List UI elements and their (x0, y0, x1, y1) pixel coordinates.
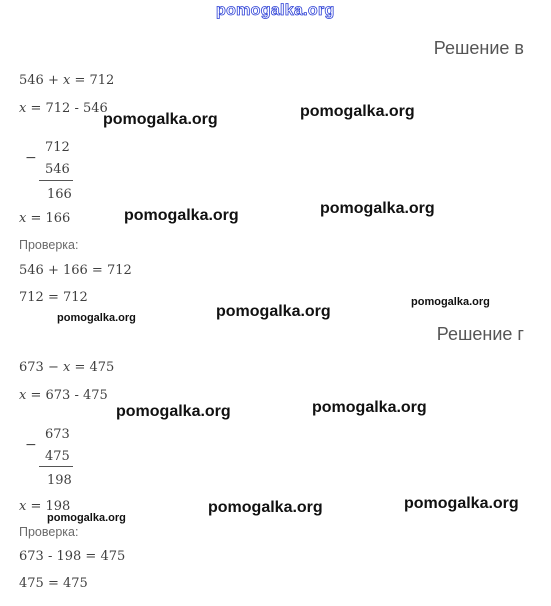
subtrahend: 546 (45, 162, 70, 177)
equation-g-1 (19, 360, 114, 375)
check-g-2: 475 = 475 (19, 576, 88, 591)
difference: 166 (47, 187, 72, 202)
check-label-v: Проверка: (19, 238, 79, 252)
minus-sign: − (25, 437, 37, 453)
equation-term: 546 + (19, 73, 63, 88)
check-label-g: Проверка: (19, 525, 79, 539)
equation-g-2 (19, 388, 108, 403)
watermark: pomogalka.org (47, 512, 126, 524)
difference: 198 (47, 473, 72, 488)
equation-term: 673 − (19, 360, 63, 375)
minuend: 673 (45, 427, 70, 442)
variable-x: x (19, 101, 27, 116)
check-g-1: 673 - 198 = 475 (19, 549, 126, 564)
watermark: pomogalka.org (320, 200, 435, 217)
equation-term: = 673 - 475 (26, 388, 108, 403)
watermark: pomogalka.org (312, 399, 427, 416)
minuend: 712 (45, 140, 70, 155)
check-v-2: 712 = 712 (19, 290, 88, 305)
equation-term: = 712 (70, 73, 115, 88)
variable-x: x (19, 388, 27, 403)
variable-x: x (62, 360, 71, 375)
variable-x: x (62, 73, 71, 88)
equation-v-2 (19, 101, 108, 116)
watermark: pomogalka.org (57, 312, 136, 324)
variable-x: x (19, 499, 27, 514)
equation-term: = 475 (70, 360, 115, 375)
column-rule (39, 466, 73, 467)
minus-sign: − (25, 150, 37, 166)
variable-x: x (19, 211, 27, 226)
watermark: pomogalka.org (404, 495, 519, 512)
subtrahend: 475 (45, 449, 70, 464)
watermark-top[interactable]: pomogalka.org (216, 2, 335, 19)
equation-v-3 (19, 211, 70, 226)
check-v-1: 546 + 166 = 712 (19, 263, 132, 278)
equation-term: = 166 (26, 211, 71, 226)
watermark: pomogalka.org (124, 207, 239, 224)
watermark: pomogalka.org (116, 403, 231, 420)
equation-term: = 198 (26, 499, 71, 514)
equation-term: = 712 - 546 (26, 101, 108, 116)
watermark: pomogalka.org (300, 103, 415, 120)
watermark: pomogalka.org (103, 111, 218, 128)
watermark: pomogalka.org (411, 296, 490, 308)
column-rule (39, 180, 73, 181)
watermark: pomogalka.org (208, 499, 323, 516)
equation-v-1 (19, 73, 114, 88)
heading-solution-v: Решение в (433, 38, 524, 58)
heading-solution-g: Решение г (436, 324, 524, 344)
watermark: pomogalka.org (216, 303, 331, 320)
